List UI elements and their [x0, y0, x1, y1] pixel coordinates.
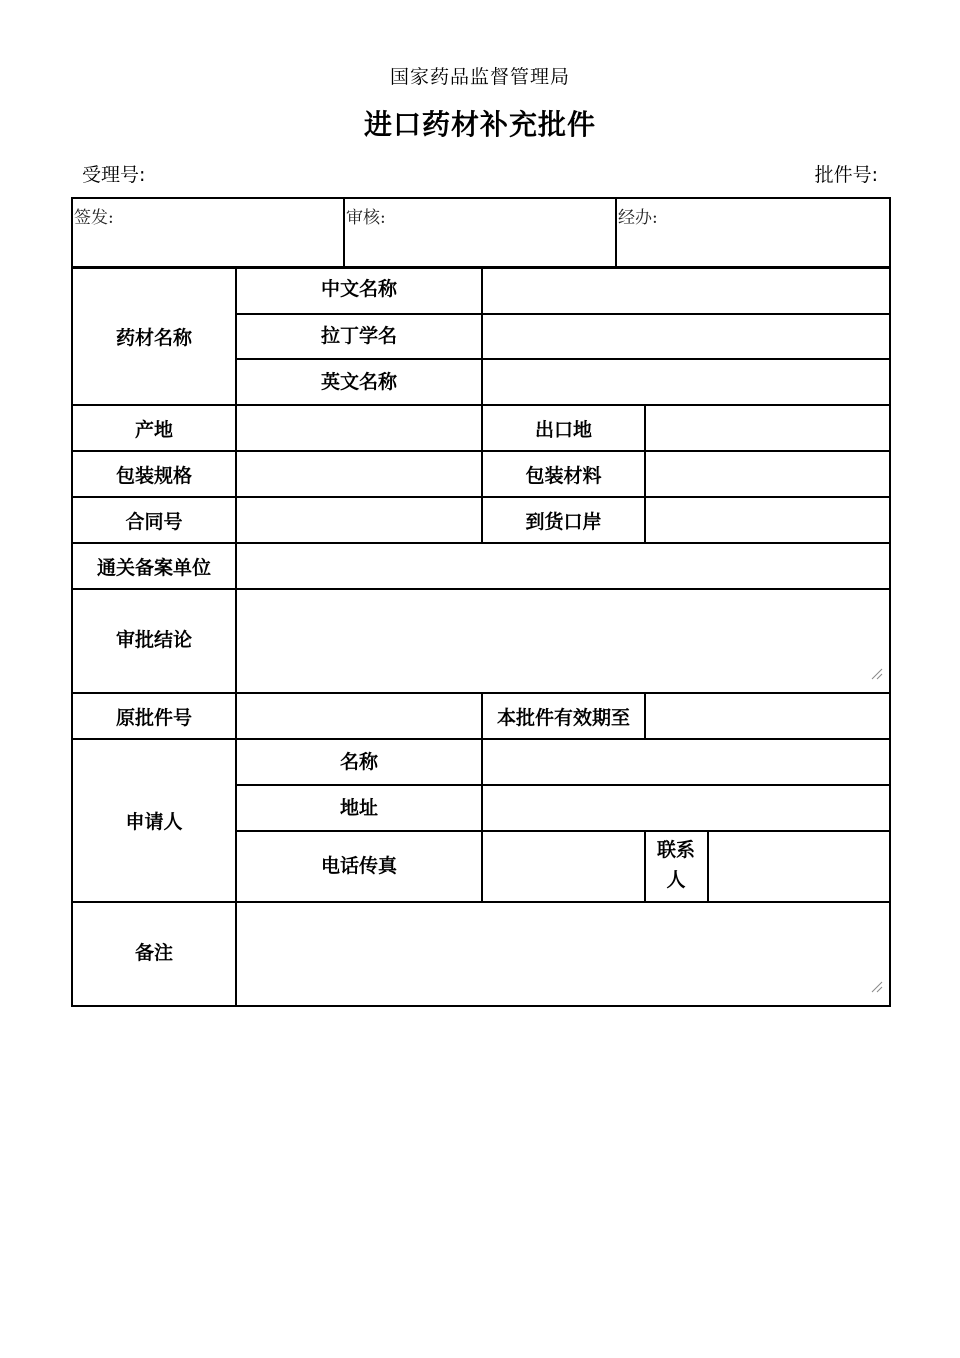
- phone-fax-label: 电话传真: [320, 854, 397, 877]
- customs-filing-unit-field[interactable]: [237, 544, 889, 588]
- english-name-label: 英文名称: [320, 370, 397, 393]
- contact-person-field[interactable]: [709, 832, 889, 901]
- issuing-agency: 国家药品监督管理局: [389, 66, 570, 88]
- applicant-name-label: 名称: [339, 750, 378, 773]
- review-field[interactable]: [345, 228, 615, 266]
- applicant-name-field[interactable]: [483, 740, 889, 784]
- export-place-label: 出口地: [534, 418, 592, 441]
- phone-fax-field[interactable]: [483, 832, 644, 901]
- customs-filing-unit-label: 通关备案单位: [96, 556, 211, 579]
- package-material-field[interactable]: [646, 452, 889, 496]
- remarks-textarea[interactable]: [237, 903, 889, 1005]
- chinese-name-label: 中文名称: [320, 277, 397, 300]
- remarks-label: 备注: [134, 941, 173, 964]
- address-field[interactable]: [483, 786, 889, 830]
- handler-label: 经办:: [618, 208, 658, 228]
- sign-label: 签发:: [74, 208, 114, 228]
- contact-person-label: 联系人: [656, 839, 695, 891]
- herb-name-label: 药材名称: [115, 327, 192, 349]
- original-approval-number-field[interactable]: [237, 694, 481, 738]
- resize-handle-icon[interactable]: [871, 668, 883, 680]
- package-spec-label: 包装规格: [115, 464, 192, 487]
- acceptance-number-label: 受理号:: [82, 164, 146, 186]
- contract-number-field[interactable]: [237, 498, 481, 542]
- document-title: 进口药材补充批件: [363, 108, 596, 141]
- applicant-label: 申请人: [125, 811, 183, 833]
- package-spec-field[interactable]: [237, 452, 481, 496]
- original-approval-number-label: 原批件号: [115, 706, 192, 729]
- arrival-port-field[interactable]: [646, 498, 889, 542]
- contract-number-label: 合同号: [125, 510, 183, 533]
- handler-field[interactable]: [617, 228, 889, 266]
- origin-field[interactable]: [237, 406, 481, 450]
- export-place-field[interactable]: [646, 406, 889, 450]
- approval-number-label: 批件号:: [814, 164, 878, 186]
- valid-until-label: 本批件有效期至: [496, 706, 630, 729]
- valid-until-field[interactable]: [646, 694, 889, 738]
- sign-field[interactable]: [73, 228, 343, 266]
- chinese-name-field[interactable]: [483, 269, 889, 313]
- latin-name-label: 拉丁学名: [320, 324, 397, 347]
- arrival-port-label: 到货口岸: [525, 510, 602, 533]
- english-name-field[interactable]: [483, 360, 889, 404]
- resize-handle-icon[interactable]: [871, 981, 883, 993]
- approval-conclusion-textarea[interactable]: [237, 590, 889, 692]
- package-material-label: 包装材料: [525, 464, 602, 487]
- latin-name-field[interactable]: [483, 315, 889, 358]
- review-label: 审核:: [346, 208, 386, 228]
- origin-label: 产地: [134, 418, 173, 441]
- address-label: 地址: [339, 796, 378, 819]
- approval-conclusion-label: 审批结论: [115, 628, 192, 651]
